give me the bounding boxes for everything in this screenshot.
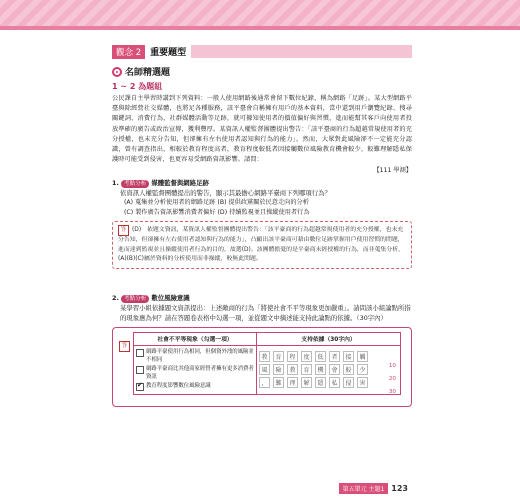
page-footer	[339, 483, 408, 494]
options-list	[112, 198, 412, 218]
answer-grid	[259, 351, 398, 388]
grid-cell: 險	[273, 364, 284, 375]
concept-bar	[191, 45, 412, 58]
checkbox-option[interactable]	[136, 382, 254, 391]
keyword-badge: 考點分析	[121, 295, 149, 303]
question-number: 2.	[112, 293, 119, 302]
checkbox-option[interactable]	[136, 348, 254, 364]
col-header-evidence: 支持依據（30字內）	[257, 332, 401, 345]
checkbox-cell	[134, 345, 257, 394]
char-counts	[389, 360, 396, 399]
checkbox-label: 網路平臺使用行為相同，但個資外洩的風險並不相同	[146, 348, 254, 363]
checkbox[interactable]	[136, 366, 144, 374]
grid-cell: 低	[315, 351, 326, 362]
concept-title: 重要題型	[145, 44, 191, 59]
grid-cell: 侵	[343, 377, 354, 388]
question-title: 媒體監督與網路足跡	[151, 179, 209, 188]
grid-cell: 難	[273, 377, 284, 388]
answer-table	[133, 332, 401, 395]
grid-cell: 育	[301, 364, 312, 375]
grid-cell: 隱	[315, 377, 326, 388]
top-stripe	[0, 26, 520, 30]
grid-cell: 私	[329, 377, 340, 388]
grid-cell: 較	[343, 364, 354, 375]
source-label: 【111 學測】	[373, 167, 412, 175]
grid-cell: 少	[357, 364, 368, 375]
checkbox-checked[interactable]	[136, 383, 144, 391]
checkbox-label: 教育程度影響數位風險意識	[146, 382, 211, 389]
grid-cell: 育	[273, 351, 284, 362]
passage-text: 公民課自主學習時講到下列資料：一般人使用網路後通常會留下數位紀錄，稱為網路「足跡」。某大型網路平臺與除經營社交媒體，也將足各種服務，該平臺會自稱擁有用戶的基本資料，當中還到用戶瀏覽紀錄、搜尋關鍵詞、消費行為，社群媒體活動等足跡，就可據知使用者的價值偏好與習慣，進而能幫其客戶向使用者投放準確的廣告或政治宣傳，獲利豐厚。某資訊人權監督團體提出警告：「該平臺商的行為超越常規使用者的充分授權，也未充分告知，但卻擁有左右使用者認知與行為的能力」。然而，大眾對此風險卻不一定能充分認識，曾有調查指出，相較於教育程度高者，教育程度較低者因接觸數位風險教育機會較少，較難理解隱私保護時可能受到侵害，也更容易受網路資訊影響。請問：	[112, 95, 412, 164]
target-icon	[112, 67, 122, 77]
count-10: 10	[388, 362, 396, 369]
grid-cell: 害	[357, 377, 368, 388]
evidence-cell	[257, 345, 401, 394]
question-stem: 依資訊人權監督團體提出的警告，顯示其最擔心網路平臺商下列哪項行為？	[120, 189, 331, 198]
answer-box-2	[112, 327, 412, 407]
section-title: 名師精選題	[125, 68, 171, 78]
checkbox[interactable]	[136, 349, 144, 357]
grid-cell: 理	[287, 377, 298, 388]
count-30: 30	[388, 388, 396, 395]
grid-cell: 觸	[357, 351, 368, 362]
question-title: 數位風險意識	[151, 293, 190, 302]
grid-cell: 解	[301, 377, 312, 388]
count-20: 20	[388, 375, 396, 382]
page-content	[112, 44, 412, 407]
concept-header	[112, 44, 412, 59]
col-header-phenomenon: 社會不平等現象（勾選一項）	[134, 332, 257, 345]
grid-cell: 度	[301, 351, 312, 362]
answer-label: 答	[119, 341, 130, 352]
question-2	[112, 293, 412, 323]
grid-cell: 教	[287, 364, 298, 375]
footer-section: 第五單元 主題1	[339, 483, 389, 494]
checkbox-option[interactable]	[136, 365, 254, 381]
grid-cell: ，	[259, 377, 270, 388]
grid-cell: 會	[329, 364, 340, 375]
grid-cell: 者	[329, 351, 340, 362]
option-row: (A) 蒐集並分析使用者的網路足跡 (B) 提供政黨關於民意走向的分析	[124, 199, 309, 207]
question-number: 1.	[112, 179, 119, 188]
question-1	[112, 178, 412, 198]
grid-cell: 教	[259, 351, 270, 362]
top-decoration-band	[0, 0, 520, 30]
checkbox-label: 網路平臺商比其他商家經營者擁有更多消費者資訊	[146, 365, 254, 380]
page-number: 123	[391, 484, 408, 493]
answer-box-1	[112, 221, 412, 269]
concept-tag: 觀念 2	[112, 45, 145, 59]
answer-text: (D) 依題文資訊，某資訊人權監督團體提出警告：「該平臺商的行為超越常規使用者的充分授權，也未充分告知，但卻擁有左右使用者認知與行為的能力」，凸顯出該平臺商可藉由數位足跡掌握用戶使用習慣的問題，進而達到監視並且操縱使用者行為的目的，故選(D)。該團體擔憂的是平臺商未經授權的行為，而非蒐集分析，(A)(B)(C)屬於資料的分析使用而非操縱，較無此問題。	[118, 227, 404, 263]
grid-cell: 程	[287, 351, 298, 362]
keyword-badge: 考點分析	[121, 180, 149, 188]
answer-label: 答	[118, 225, 129, 236]
grid-cell: 風	[259, 364, 270, 375]
question-stem: 某學習小組依據題文資訊提出：上述敵商的行為「將使社會不平等現象更加嚴重」。請問該小組論點所指的現象應為何？請在答題卷表格中勾選一項，並從題文中摘述能支持此論點的依據。（30字內）	[120, 303, 411, 322]
grid-cell: 接	[343, 351, 354, 362]
option-row: (C) 製作廣告資訊影響消費者偏好 (D) 持續監視並且操縱使用者行為	[124, 209, 310, 217]
question-group-label: 1 ~ 2 為題組	[112, 82, 163, 91]
section-heading	[112, 65, 412, 78]
grid-cell: 機	[315, 364, 326, 375]
